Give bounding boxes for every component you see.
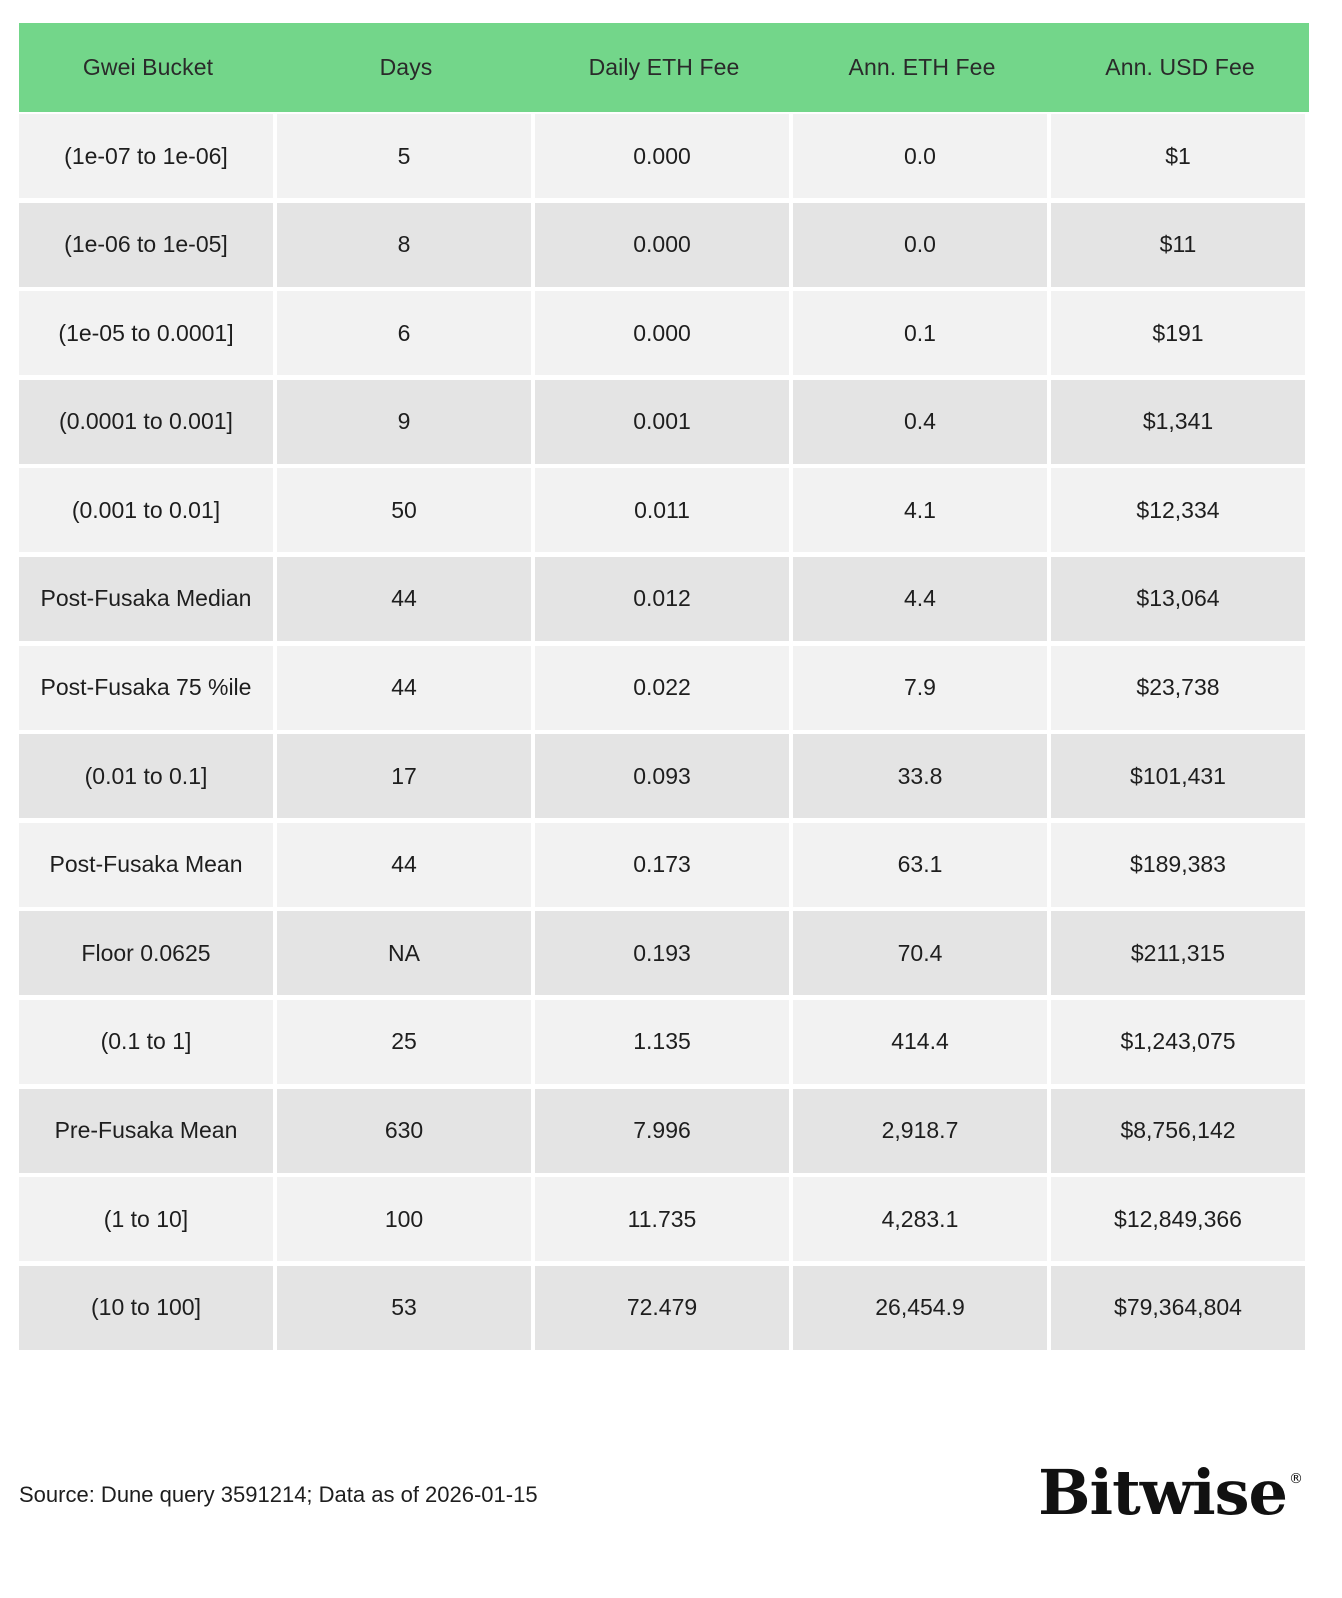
table-cell: 0.1 — [793, 291, 1047, 375]
table-cell: Post-Fusaka Mean — [19, 823, 273, 907]
table-header — [19, 23, 1309, 112]
fee-table — [19, 23, 1309, 1354]
table-cell: 0.173 — [535, 823, 789, 907]
table-cell: 26,454.9 — [793, 1266, 1047, 1350]
table-cell: 7.996 — [535, 1089, 789, 1173]
table-row — [19, 291, 1309, 375]
column-header: Days — [379, 54, 433, 80]
table-row — [19, 911, 1309, 995]
table-row — [19, 1266, 1309, 1350]
table-cell: (1e-05 to 0.0001] — [19, 291, 273, 375]
logo-text: Bitwise — [1038, 1456, 1287, 1529]
table-cell: $79,364,804 — [1051, 1266, 1305, 1350]
table-cell: 0.012 — [535, 557, 789, 641]
column-header: Daily ETH Fee — [588, 54, 740, 80]
table-row — [19, 646, 1309, 730]
table-cell: Pre-Fusaka Mean — [19, 1089, 273, 1173]
table-cell: $8,756,142 — [1051, 1089, 1305, 1173]
table-cell: 44 — [277, 823, 531, 907]
table-cell: 2,918.7 — [793, 1089, 1047, 1173]
table-cell: Floor 0.0625 — [19, 911, 273, 995]
table-body — [19, 114, 1309, 1350]
table-cell: 4.1 — [793, 468, 1047, 552]
table-cell: $12,334 — [1051, 468, 1305, 552]
table-cell: $189,383 — [1051, 823, 1305, 907]
table-cell: Post-Fusaka 75 %ile — [19, 646, 273, 730]
table-row — [19, 1177, 1309, 1261]
table-cell: $23,738 — [1051, 646, 1305, 730]
table-row — [19, 557, 1309, 641]
table-cell: (1e-06 to 1e-05] — [19, 203, 273, 287]
table-cell: (0.001 to 0.01] — [19, 468, 273, 552]
table-cell: 70.4 — [793, 911, 1047, 995]
table-cell: (1 to 10] — [19, 1177, 273, 1261]
column-header: Gwei Bucket — [82, 54, 214, 80]
table-cell: $12,849,366 — [1051, 1177, 1305, 1261]
table-cell: 63.1 — [793, 823, 1047, 907]
table-cell: $1 — [1051, 114, 1305, 198]
table-cell: (0.01 to 0.1] — [19, 734, 273, 818]
table-row — [19, 1089, 1309, 1173]
registered-mark: ® — [1289, 1471, 1302, 1487]
table-row — [19, 734, 1309, 818]
table-cell: (0.0001 to 0.001] — [19, 380, 273, 464]
table-cell: 53 — [277, 1266, 531, 1350]
table-row — [19, 1000, 1309, 1084]
table-row — [19, 468, 1309, 552]
table-cell: 5 — [277, 114, 531, 198]
table-cell: $211,315 — [1051, 911, 1305, 995]
table-cell: 414.4 — [793, 1000, 1047, 1084]
table-row — [19, 114, 1309, 198]
table-cell: 9 — [277, 380, 531, 464]
table-cell: 1.135 — [535, 1000, 789, 1084]
table-cell: $191 — [1051, 291, 1305, 375]
table-cell: (1e-07 to 1e-06] — [19, 114, 273, 198]
table-cell: 0.0 — [793, 203, 1047, 287]
table-cell: 0.022 — [535, 646, 789, 730]
table-cell: NA — [277, 911, 531, 995]
table-cell: 44 — [277, 646, 531, 730]
table-cell: 11.735 — [535, 1177, 789, 1261]
table-row — [19, 823, 1309, 907]
source-note: Source: Dune query 3591214; Data as of 2026-01-15 — [19, 1482, 538, 1507]
table-cell: 0.093 — [535, 734, 789, 818]
table-cell: 0.000 — [535, 291, 789, 375]
table-cell: 630 — [277, 1089, 531, 1173]
table-cell: 0.4 — [793, 380, 1047, 464]
table-cell: (10 to 100] — [19, 1266, 273, 1350]
table-cell: $11 — [1051, 203, 1305, 287]
table-cell: 0.000 — [535, 203, 789, 287]
table-cell: Post-Fusaka Median — [19, 557, 273, 641]
table-cell: 8 — [277, 203, 531, 287]
table-cell: 25 — [277, 1000, 531, 1084]
table-cell: 4.4 — [793, 557, 1047, 641]
table-cell: 7.9 — [793, 646, 1047, 730]
table-cell: 0.000 — [535, 114, 789, 198]
table-cell: $1,341 — [1051, 380, 1305, 464]
table-cell: $101,431 — [1051, 734, 1305, 818]
table-cell: 6 — [277, 291, 531, 375]
table-cell: 50 — [277, 468, 531, 552]
table-cell: 0.001 — [535, 380, 789, 464]
table-cell: $13,064 — [1051, 557, 1305, 641]
table-cell: 33.8 — [793, 734, 1047, 818]
table-cell: 0.0 — [793, 114, 1047, 198]
column-header: Ann. ETH Fee — [848, 54, 996, 80]
table-cell: $1,243,075 — [1051, 1000, 1305, 1084]
table-cell: 100 — [277, 1177, 531, 1261]
table-cell: 72.479 — [535, 1266, 789, 1350]
table-row — [19, 380, 1309, 464]
bitwise-logo — [1038, 1456, 1302, 1529]
table-cell: (0.1 to 1] — [19, 1000, 273, 1084]
table-cell: 0.011 — [535, 468, 789, 552]
table-cell: 17 — [277, 734, 531, 818]
column-header: Ann. USD Fee — [1105, 54, 1255, 80]
table-row — [19, 203, 1309, 287]
table-cell: 44 — [277, 557, 531, 641]
table-cell: 0.193 — [535, 911, 789, 995]
table-cell: 4,283.1 — [793, 1177, 1047, 1261]
